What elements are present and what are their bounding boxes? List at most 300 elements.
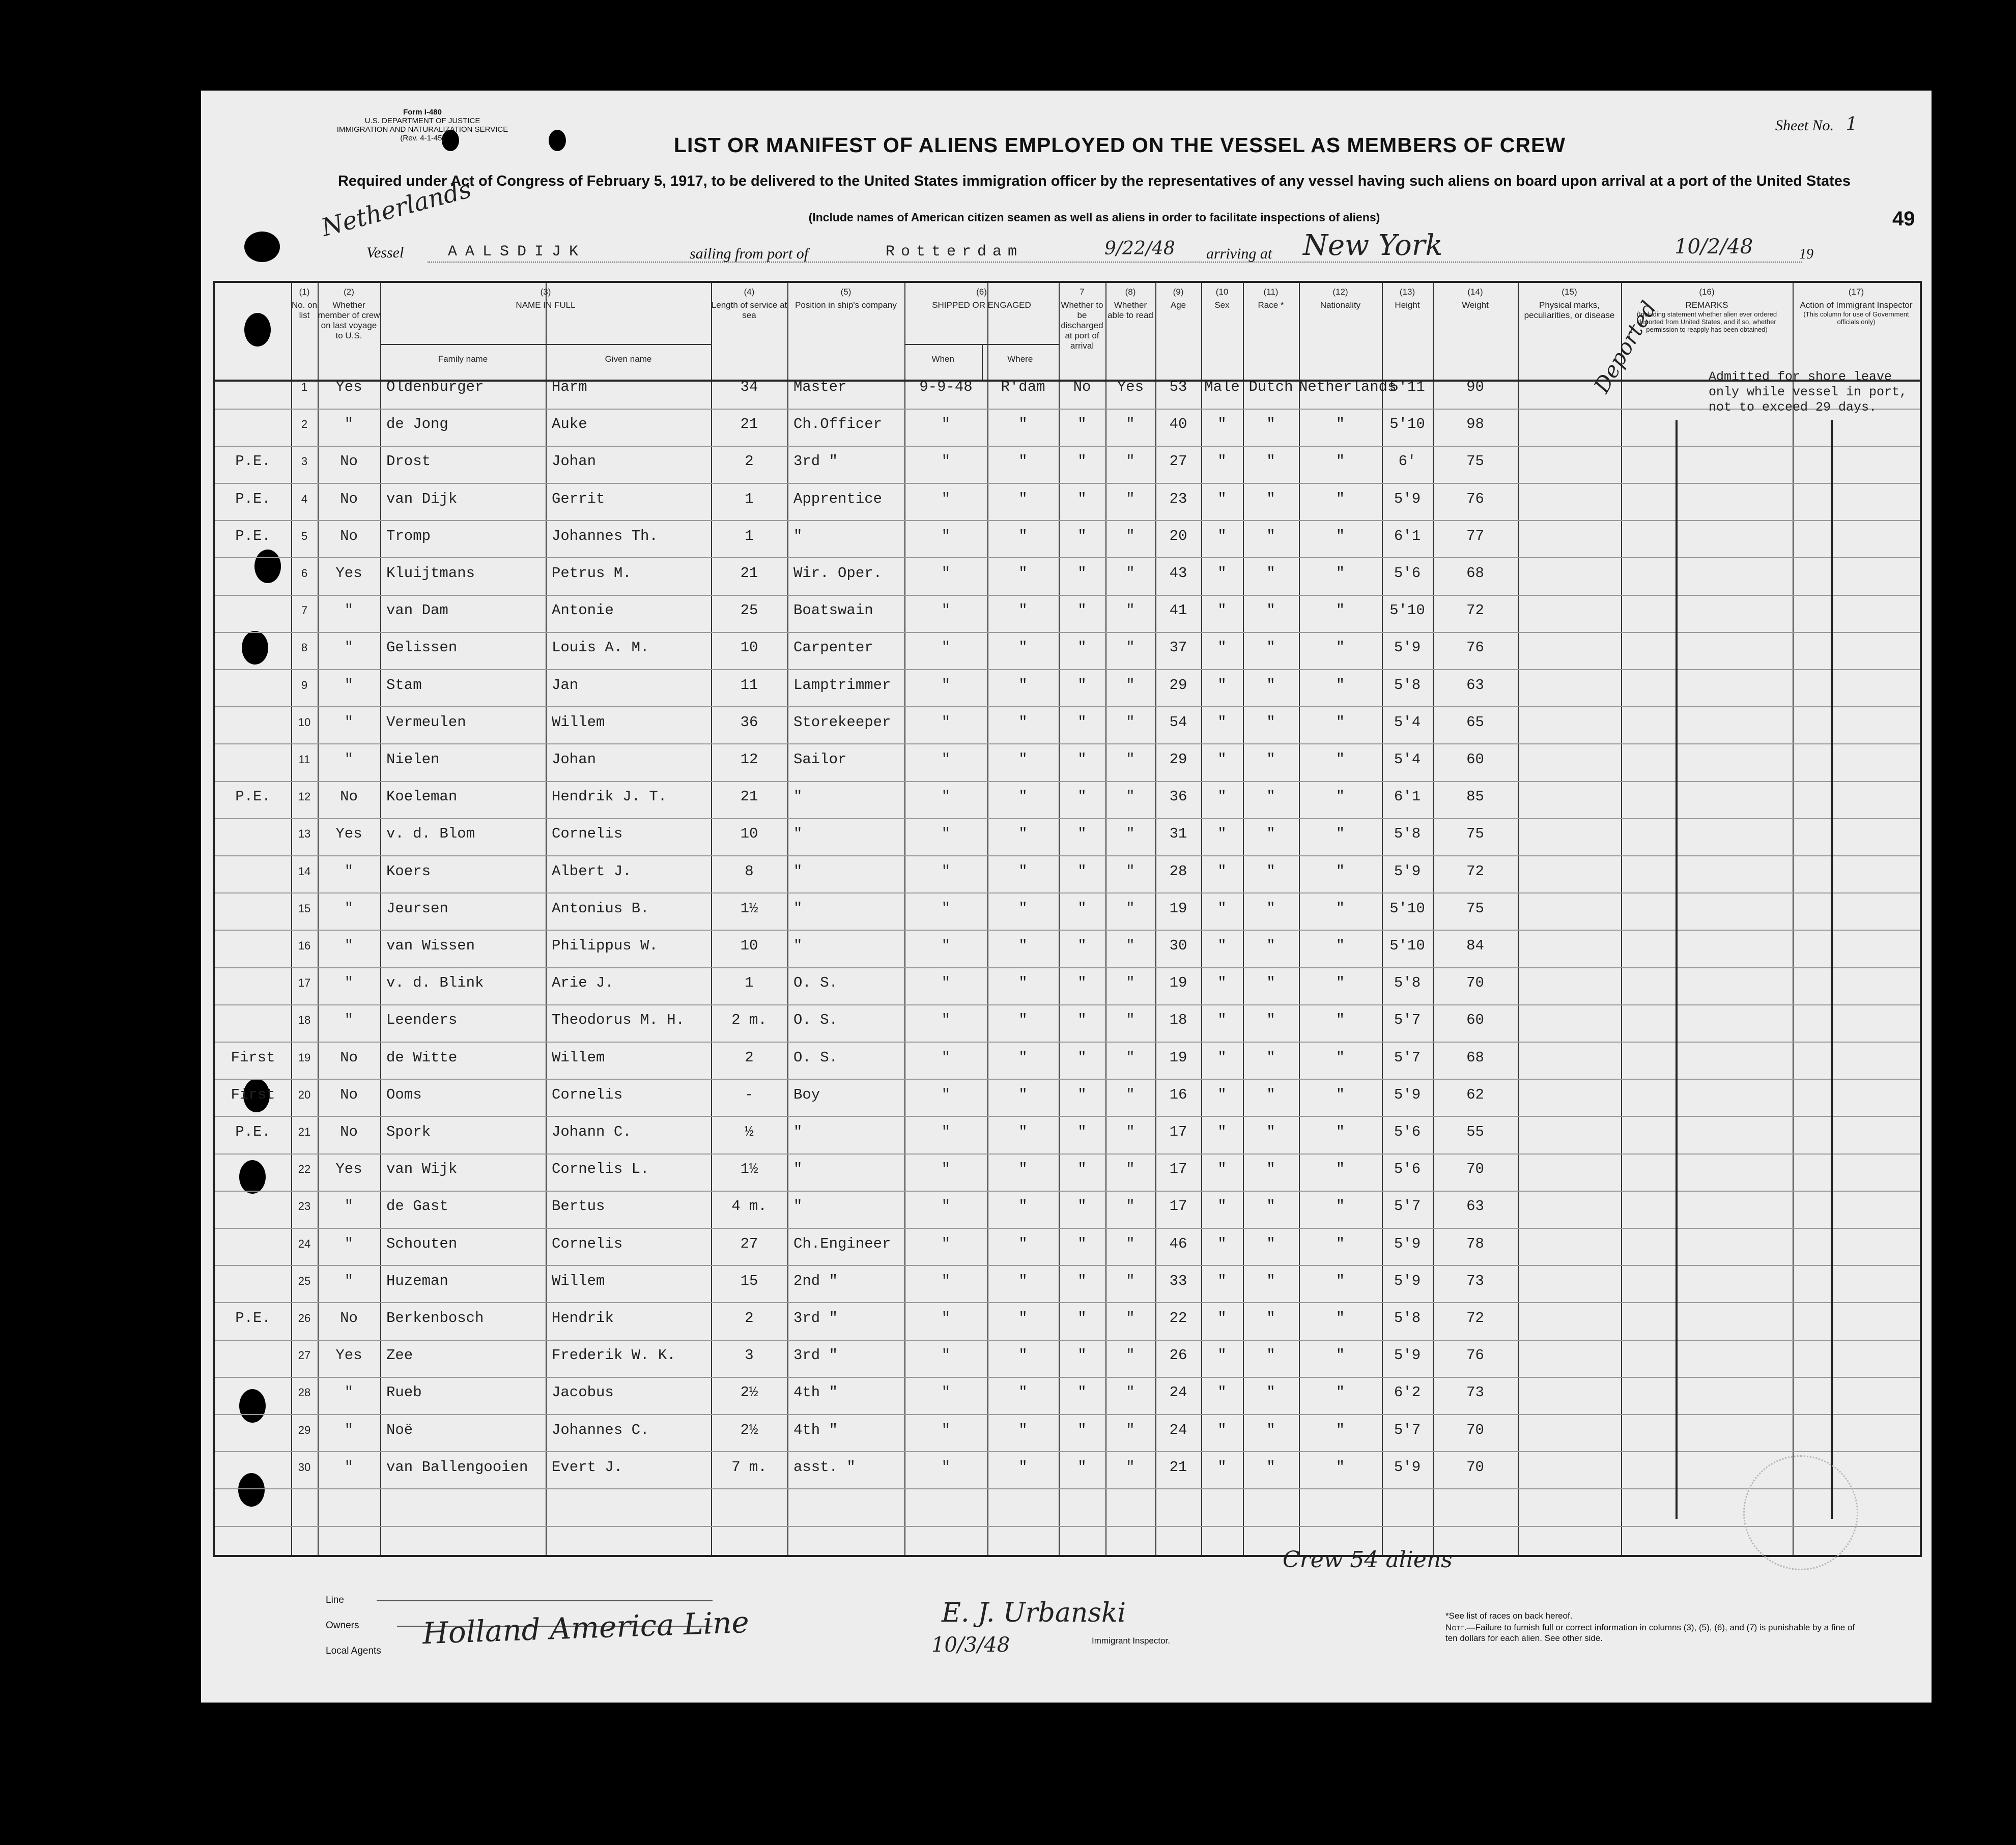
cell-sex: "	[1217, 1012, 1227, 1029]
cell-prev: "	[344, 1384, 354, 1401]
cell-disch: "	[1077, 1012, 1087, 1029]
cell-no: 4	[301, 492, 308, 505]
cell-prev: No	[340, 490, 358, 507]
cell-given: Willem	[552, 1272, 605, 1289]
cell-no: 25	[298, 1274, 311, 1287]
cell-read: "	[1126, 1235, 1135, 1252]
cell-service: 12	[740, 751, 758, 768]
row-rule	[215, 557, 1920, 558]
cell-height: 5'10	[1389, 937, 1425, 954]
cell-service: 2	[745, 453, 754, 470]
cell-when: "	[941, 527, 951, 544]
cell-where: "	[1018, 1049, 1028, 1066]
cell-height: 5'8	[1394, 974, 1421, 992]
cell-age: 19	[1169, 1049, 1187, 1066]
column-subheader: Given name	[605, 354, 652, 364]
cell-no: 17	[298, 976, 311, 990]
cell-nationality: "	[1336, 900, 1345, 917]
cell-disch: "	[1077, 1458, 1087, 1476]
column-label: Position in ship's company	[795, 300, 897, 310]
cell-no: 7	[301, 604, 308, 617]
cell-sex: "	[1217, 713, 1227, 731]
local-agents-handwritten: Holland America Line	[422, 1604, 750, 1651]
cell-given: Johann C.	[552, 1123, 632, 1140]
cell-sex: "	[1217, 1086, 1227, 1103]
cell-no: 9	[301, 678, 308, 691]
cell-no: 3	[301, 455, 308, 468]
cell-race: "	[1266, 1049, 1275, 1066]
arrival-date: 10/2/48	[1674, 235, 1753, 258]
cell-sex: "	[1217, 453, 1227, 470]
row-rule	[215, 1191, 1920, 1192]
cell-age: 28	[1169, 862, 1187, 880]
column-subheader: When	[931, 354, 954, 364]
sheet-label: Sheet No.	[1775, 117, 1834, 134]
cell-position: "	[793, 1161, 803, 1178]
column-label: Length of service at sea	[711, 300, 787, 320]
cell-family: v. d. Blink	[386, 974, 484, 992]
column-header	[711, 287, 787, 321]
cell-when: "	[941, 862, 951, 880]
cell-nationality: "	[1336, 1384, 1345, 1401]
cell-height: 5'4	[1394, 713, 1421, 731]
cell-weight: 73	[1466, 1272, 1484, 1289]
cell-prev: "	[344, 1012, 354, 1029]
cell-family: Koers	[386, 862, 431, 880]
column-number: (11)	[1263, 287, 1279, 297]
cell-service: ½	[745, 1123, 754, 1140]
cell-race: "	[1266, 1421, 1275, 1438]
cell-when: "	[941, 788, 951, 805]
cell-no: 8	[301, 641, 308, 654]
cell-no: 22	[298, 1163, 311, 1176]
cell-weight: 63	[1466, 676, 1484, 694]
cell-family: Drost	[386, 453, 431, 470]
column-label: Action of Immigrant Inspector	[1800, 300, 1913, 310]
cell-read: "	[1126, 1049, 1135, 1066]
column-label: NAME IN FULL	[516, 300, 576, 310]
cell-read: "	[1126, 1384, 1135, 1401]
form-subtitle: Required under Act of Congress of February 5, 1917, to be delivered to the United States immigration officer by the representatives of any vessel having such aliens on board upon arrival at a port of the United States	[337, 173, 1851, 189]
cell-family: Oldenburger	[386, 379, 484, 395]
cell-height: 5'8	[1394, 676, 1421, 694]
cell-family: van Wissen	[386, 937, 475, 954]
column-header	[1518, 287, 1621, 321]
cell-service: 11	[740, 676, 758, 694]
cell-weight: 63	[1466, 1198, 1484, 1215]
cell-position: "	[793, 1198, 803, 1215]
cell-height: 5'7	[1394, 1012, 1421, 1029]
cell-where: "	[1018, 825, 1028, 843]
cell-height: 5'9	[1394, 639, 1421, 656]
cell-family: Gelissen	[386, 639, 458, 656]
cell-sex: "	[1217, 639, 1227, 656]
cell-when: "	[941, 1086, 951, 1103]
cell-weight: 84	[1466, 937, 1484, 954]
cell-read: "	[1126, 1086, 1135, 1103]
cell-position: Lamptrimmer	[793, 676, 891, 694]
cell-sex: "	[1217, 751, 1227, 768]
cell-prev: "	[344, 713, 354, 731]
cell-service: 2½	[740, 1384, 758, 1401]
cell-sex: "	[1217, 900, 1227, 917]
cell-where: "	[1018, 602, 1028, 619]
cell-no: 21	[298, 1126, 311, 1138]
cell-age: 29	[1169, 676, 1187, 694]
sheet-number: 1	[1845, 114, 1858, 135]
cell-family: Stam	[386, 676, 422, 694]
cell-sex: "	[1217, 1384, 1227, 1401]
cell-prev: No	[340, 1123, 358, 1140]
column-rule	[1299, 283, 1300, 1555]
cell-age: 40	[1169, 416, 1187, 433]
cell-where: "	[1018, 937, 1028, 954]
cell-sex: "	[1217, 1310, 1227, 1327]
cell-sex: "	[1217, 862, 1227, 880]
cell-no: 2	[301, 418, 308, 431]
cell-when: "	[941, 490, 951, 507]
cell-height: 5'8	[1394, 825, 1421, 843]
cell-sex: "	[1217, 490, 1227, 507]
cell-where: "	[1018, 1161, 1028, 1178]
cell-service: 25	[740, 602, 758, 619]
cell-read: "	[1126, 1458, 1135, 1476]
column-rule	[318, 283, 319, 1555]
cell-disch: "	[1077, 1421, 1087, 1438]
cell-height: 5'10	[1389, 900, 1425, 917]
cell-service: 1½	[740, 1161, 758, 1178]
row-rule	[215, 520, 1920, 521]
cell-when: "	[941, 1421, 951, 1438]
cell-prev: No	[340, 453, 358, 470]
column-number: (16)	[1699, 287, 1715, 297]
column-number: (3)	[540, 287, 551, 297]
column-header	[1201, 287, 1243, 310]
cell-where: "	[1018, 1458, 1028, 1476]
cell-read: "	[1126, 1161, 1135, 1178]
cell-position: Boatswain	[793, 602, 873, 619]
row-rule	[215, 706, 1920, 707]
cell-weight: 70	[1466, 1421, 1484, 1438]
cell-race: "	[1266, 1458, 1275, 1476]
cell-family: de Witte	[386, 1049, 458, 1066]
cell-nationality: "	[1336, 1086, 1345, 1103]
cell-weight: 72	[1466, 1310, 1484, 1327]
inspector-date: 10/3/48	[931, 1633, 1010, 1657]
cell-disch: "	[1077, 1161, 1087, 1178]
cell-given: Arie J.	[552, 974, 614, 992]
cell-sex: "	[1217, 1161, 1227, 1178]
row-rule	[215, 1042, 1920, 1043]
cell-when: "	[941, 1347, 951, 1364]
column-rule	[1433, 283, 1434, 1555]
cell-age: 36	[1169, 788, 1187, 805]
cell-position: "	[793, 900, 803, 917]
cell-family: de Jong	[386, 416, 448, 433]
cell-given: Johannes C.	[552, 1421, 649, 1438]
cell-family: Jeursen	[386, 900, 448, 917]
penalty-note	[1445, 1622, 1868, 1644]
cell-prev: No	[340, 1049, 358, 1066]
cell-prev: "	[344, 602, 354, 619]
cell-where: "	[1018, 639, 1028, 656]
cell-disch: "	[1077, 1384, 1087, 1401]
cell-prev: No	[340, 1086, 358, 1103]
port-to: New York	[1303, 229, 1443, 262]
row-margin-mark: P.E.	[235, 788, 271, 805]
row-rule	[215, 483, 1920, 484]
cell-disch: "	[1077, 1310, 1087, 1327]
cell-where: "	[1018, 1012, 1028, 1029]
cell-family: Noë	[386, 1421, 413, 1438]
cell-prev: "	[344, 416, 354, 433]
cell-when: "	[941, 1161, 951, 1178]
column-note: (Including statement whether alien ever ordered deported from United States, and if so, whether permission to reapply has been obtained)	[1636, 310, 1777, 333]
cell-where: "	[1018, 416, 1028, 433]
cell-sex: "	[1217, 602, 1227, 619]
cell-no: 13	[298, 827, 311, 841]
cell-height: 5'9	[1394, 1458, 1421, 1476]
column-number: (8)	[1125, 287, 1136, 297]
cell-given: Johan	[552, 453, 597, 470]
column-number: 7	[1080, 287, 1085, 297]
cell-given: Hendrik J. T.	[552, 788, 667, 805]
cell-race: "	[1266, 639, 1275, 656]
line-field-rule	[377, 1600, 713, 1601]
cell-read: "	[1126, 453, 1135, 470]
cell-service: 4 m.	[731, 1198, 767, 1215]
cell-weight: 68	[1466, 1049, 1484, 1066]
cell-service: 34	[740, 379, 758, 395]
column-header	[1433, 287, 1518, 310]
dept-name: U.S. DEPARTMENT OF JUSTICE	[364, 117, 480, 125]
column-label: No. on list	[291, 300, 318, 320]
cell-when: "	[941, 974, 951, 992]
cell-height: 5'9	[1394, 1272, 1421, 1289]
cell-height: 5'7	[1394, 1049, 1421, 1066]
column-header	[380, 287, 711, 310]
footer-labels	[326, 1588, 381, 1664]
cell-read: "	[1126, 416, 1135, 433]
cell-family: Nielen	[386, 751, 440, 768]
cell-age: 53	[1169, 379, 1187, 395]
column-rule	[787, 283, 788, 1555]
cell-race: "	[1266, 565, 1275, 582]
country-handwritten: Netherlands	[318, 175, 474, 242]
cell-age: 31	[1169, 825, 1187, 843]
cell-age: 54	[1169, 713, 1187, 731]
cell-where: "	[1018, 788, 1028, 805]
row-margin-mark: First	[231, 1049, 275, 1066]
cell-position: "	[793, 937, 803, 954]
cell-service: 2½	[740, 1421, 758, 1438]
cell-height: 5'9	[1394, 1235, 1421, 1252]
form-title: LIST OR MANIFEST OF ALIENS EMPLOYED ON THE VESSEL AS MEMBERS OF CREW	[673, 133, 1566, 157]
column-rule	[1621, 283, 1622, 1555]
cell-where: "	[1018, 713, 1028, 731]
cell-disch: "	[1077, 937, 1087, 954]
cell-age: 17	[1169, 1123, 1187, 1140]
cell-race: "	[1266, 825, 1275, 843]
cell-read: "	[1126, 751, 1135, 768]
cell-read: "	[1126, 1421, 1135, 1438]
row-rule	[215, 1414, 1920, 1415]
cell-when: "	[941, 1012, 951, 1029]
row-rule	[215, 632, 1920, 633]
cell-sex: "	[1217, 825, 1227, 843]
row-rule	[215, 1116, 1920, 1117]
cell-when: "	[941, 900, 951, 917]
cell-height: 6'1	[1394, 788, 1421, 805]
port-from: Rotterdam	[886, 243, 1024, 261]
cell-age: 27	[1169, 453, 1187, 470]
cell-where: R'dam	[1001, 379, 1045, 395]
cell-where: "	[1018, 1235, 1028, 1252]
cell-position: O. S.	[793, 974, 838, 992]
cell-read: "	[1126, 825, 1135, 843]
column-number: (10	[1215, 287, 1229, 297]
cell-given: Frederik W. K.	[552, 1347, 676, 1364]
cell-sex: "	[1217, 676, 1227, 694]
cell-given: Bertus	[552, 1198, 605, 1215]
cell-weight: 75	[1466, 825, 1484, 843]
cell-no: 29	[298, 1423, 311, 1436]
cell-weight: 70	[1466, 974, 1484, 992]
cell-position: 3rd "	[793, 1310, 838, 1327]
cell-service: 10	[740, 937, 758, 954]
cell-nationality: Netherlands	[1299, 379, 1397, 395]
cell-nationality: "	[1336, 1123, 1345, 1140]
cell-given: Jacobus	[552, 1384, 614, 1401]
cell-when: "	[941, 751, 951, 768]
cell-race: "	[1266, 974, 1275, 992]
cell-service: 1	[745, 527, 754, 544]
cell-no: 10	[298, 715, 311, 729]
column-header	[904, 287, 1059, 310]
deported-handwritten: Deported	[1589, 297, 1662, 397]
cell-read: Yes	[1117, 379, 1144, 395]
cell-nationality: "	[1336, 937, 1345, 954]
column-rule	[1243, 283, 1244, 1555]
sailing-date: 9/22/48	[1104, 238, 1175, 259]
cell-disch: "	[1077, 1272, 1087, 1289]
column-number: (14)	[1467, 287, 1483, 297]
arriving-label: arriving at	[1206, 245, 1272, 262]
column-header	[1105, 287, 1155, 321]
cell-weight: 85	[1466, 788, 1484, 805]
cell-nationality: "	[1336, 676, 1345, 694]
cell-sex: "	[1217, 1272, 1227, 1289]
cell-disch: "	[1077, 676, 1087, 694]
cell-given: Cornelis	[552, 1235, 623, 1252]
cell-age: 17	[1169, 1198, 1187, 1215]
column-header	[1243, 287, 1299, 310]
cell-where: "	[1018, 1272, 1028, 1289]
cell-weight: 78	[1466, 1235, 1484, 1252]
cell-when: "	[941, 1458, 951, 1476]
cell-age: 19	[1169, 900, 1187, 917]
cell-sex: "	[1217, 527, 1227, 544]
cell-weight: 76	[1466, 1347, 1484, 1364]
cell-given: Antonius B.	[552, 900, 649, 917]
row-rule	[215, 967, 1920, 968]
column-rule	[380, 283, 381, 1555]
row-rule	[215, 892, 1920, 893]
cell-where: "	[1018, 862, 1028, 880]
cell-height: 5'10	[1389, 416, 1425, 433]
row-rule	[215, 818, 1920, 819]
cell-weight: 76	[1466, 490, 1484, 507]
cell-prev: Yes	[335, 825, 362, 843]
cell-where: "	[1018, 1384, 1028, 1401]
cell-disch: No	[1073, 379, 1091, 395]
cell-no: 1	[301, 381, 308, 393]
inspector-signature: E. J. Urbanski	[942, 1598, 1126, 1628]
column-label: Sex	[1214, 300, 1230, 310]
cell-height: 6'2	[1394, 1384, 1421, 1401]
cell-sex: "	[1217, 416, 1227, 433]
cell-position: Boy	[793, 1086, 820, 1103]
row-rule	[215, 669, 1920, 670]
cell-read: "	[1126, 900, 1135, 917]
cell-disch: "	[1077, 1198, 1087, 1215]
cell-disch: "	[1077, 788, 1087, 805]
cell-weight: 62	[1466, 1086, 1484, 1103]
column-rule	[904, 283, 905, 1555]
cell-position: O. S.	[793, 1012, 838, 1029]
cell-given: Harm	[552, 379, 587, 395]
cell-when: 9-9-48	[919, 379, 973, 395]
cell-age: 24	[1169, 1384, 1187, 1401]
cell-no: 12	[298, 790, 311, 803]
cell-weight: 77	[1466, 527, 1484, 544]
cell-age: 29	[1169, 751, 1187, 768]
form-number: Form I-480	[403, 108, 442, 117]
cell-nationality: "	[1336, 974, 1345, 992]
sailing-label: sailing from port of	[690, 245, 809, 262]
column-number: (9)	[1173, 287, 1184, 297]
cell-disch: "	[1077, 713, 1087, 731]
cell-no: 6	[301, 567, 308, 580]
row-rule	[215, 1004, 1920, 1005]
column-number: (2)	[344, 287, 354, 297]
cell-height: 6'1	[1394, 527, 1421, 544]
cell-weight: 55	[1466, 1123, 1484, 1140]
cell-weight: 65	[1466, 713, 1484, 731]
row-margin-mark: P.E.	[235, 1310, 271, 1327]
cell-position: Storekeeper	[793, 713, 891, 731]
column-number: (6)	[976, 287, 987, 297]
cell-family: Schouten	[386, 1235, 458, 1252]
vessel-name: AALSDIJK	[448, 243, 587, 261]
cell-no: 18	[298, 1014, 311, 1027]
column-rule	[1382, 283, 1383, 1555]
cell-where: "	[1018, 1123, 1028, 1140]
cell-position: Apprentice	[793, 490, 883, 507]
cell-nationality: "	[1336, 1310, 1345, 1327]
cell-prev: "	[344, 1458, 354, 1476]
cell-when: "	[941, 676, 951, 694]
cell-no: 19	[298, 1051, 311, 1064]
cell-position: "	[793, 788, 803, 805]
cell-height: 5'8	[1394, 1310, 1421, 1327]
row-rule	[215, 1228, 1920, 1229]
row-margin-mark: First	[231, 1086, 275, 1103]
cell-height: 5'11	[1389, 379, 1425, 395]
ditto-line	[1676, 420, 1678, 1519]
cell-race: "	[1266, 713, 1275, 731]
cell-family: van Dam	[386, 602, 448, 619]
